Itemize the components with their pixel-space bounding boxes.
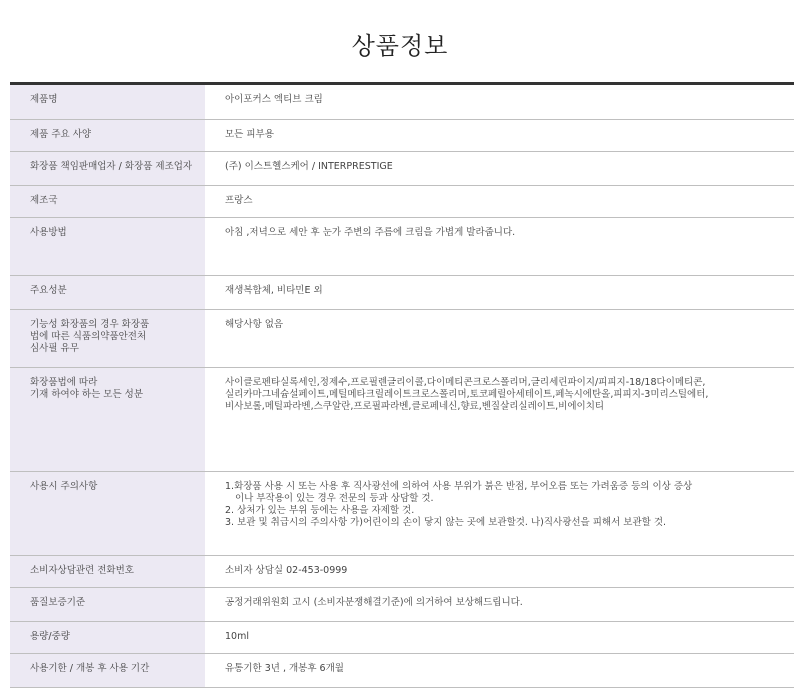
info-row-label xyxy=(10,367,205,471)
info-row xyxy=(10,151,794,185)
product-info-table xyxy=(10,85,794,688)
info-row-value xyxy=(205,587,794,621)
info-row-value xyxy=(205,309,794,367)
page-title: 상품정보 xyxy=(351,32,449,60)
info-row-value xyxy=(205,653,794,687)
value-line: (주) 이스트헬스케어 / INTERPRESTIGE xyxy=(225,160,393,172)
label-line: 품질보증기준 xyxy=(30,596,86,608)
product-info-table-wrapper xyxy=(10,82,794,688)
value-line: 공정거래위원회 고시 (소비자분쟁해결기준)에 의거하여 보상해드립니다. xyxy=(225,596,523,608)
info-row xyxy=(10,367,794,471)
info-row-value xyxy=(205,275,794,309)
value-line: 1.화장품 사용 시 또는 사용 후 직사광선에 의하여 사용 부위가 붉은 반점, 부어오름 또는 가려움증 등의 이상 증상 xyxy=(225,480,693,492)
info-row-label xyxy=(10,151,205,185)
value-line: 재생복합체, 비타민E 외 xyxy=(225,284,323,296)
label-line: 사용시 주의사항 xyxy=(30,480,98,492)
label-line: 기능성 화장품의 경우 화장품 xyxy=(30,318,150,330)
info-row xyxy=(10,185,794,217)
info-row-label xyxy=(10,275,205,309)
label-line: 심사필 유무 xyxy=(30,342,79,354)
label-line: 제조국 xyxy=(30,194,58,206)
value-line: 이나 부작용이 있는 경우 전문의 등과 상담할 것. xyxy=(235,492,434,504)
info-row-label xyxy=(10,85,205,119)
info-row-value xyxy=(205,119,794,151)
info-row-value xyxy=(205,217,794,275)
info-row xyxy=(10,653,794,687)
value-line: 유통기한 3년 , 개봉후 6개월 xyxy=(225,662,344,674)
label-line: 기재 하여야 하는 모든 성분 xyxy=(30,388,144,400)
info-row-value xyxy=(205,367,794,471)
info-row-label xyxy=(10,587,205,621)
info-row-label xyxy=(10,217,205,275)
value-line: 해당사항 없음 xyxy=(225,318,284,330)
label-line: 화장품법에 따라 xyxy=(30,376,98,388)
value-line: 3. 보관 및 취급시의 주의사항 가)어린이의 손이 닿지 않는 곳에 보관할것. 나)직사광선을 피해서 보관할 것. xyxy=(225,516,667,528)
info-row-value xyxy=(205,555,794,587)
value-line: 소비자 상담실 02-453-0999 xyxy=(225,564,348,576)
value-line: 비사보롤,메틸파라벤,스쿠알란,프로필파라벤,클로페네신,향료,벤질살리실레이트,비에이치티 xyxy=(225,400,605,412)
value-line: 모든 피부용 xyxy=(225,128,274,140)
label-line: 제품 주요 사양 xyxy=(30,128,92,140)
info-row-label xyxy=(10,653,205,687)
label-line: 법에 따른 식품의약품안전처 xyxy=(30,330,147,342)
product-info-rows xyxy=(10,85,794,687)
label-line: 제품명 xyxy=(30,94,58,105)
label-line: 주요성분 xyxy=(30,284,67,296)
label-line: 화장품 책임판매업자 / 화장품 제조업자 xyxy=(30,160,193,172)
info-row xyxy=(10,587,794,621)
label-line: 용량/중량 xyxy=(30,630,70,642)
info-row-label xyxy=(10,309,205,367)
info-row-value xyxy=(205,621,794,653)
value-line: 2. 상처가 있는 부위 등에는 사용을 자제할 것. xyxy=(225,504,415,516)
value-line: 사이클로펜타실록세인,정제수,프로필렌글리이콜,다이메티콘크로스폴리머,글리세린파이지/피피지-18/18다이메티콘, xyxy=(225,376,706,388)
info-row xyxy=(10,555,794,587)
info-row xyxy=(10,217,794,275)
info-row xyxy=(10,85,794,119)
value-line: 프랑스 xyxy=(225,194,253,206)
value-line: 아이포커스 엑티브 크림 xyxy=(225,94,323,105)
info-row-label xyxy=(10,621,205,653)
info-row-label xyxy=(10,185,205,217)
info-row xyxy=(10,309,794,367)
info-row-value xyxy=(205,471,794,555)
label-line: 사용기한 / 개봉 후 사용 기간 xyxy=(30,662,150,674)
info-row-label xyxy=(10,471,205,555)
info-row xyxy=(10,471,794,555)
label-line: 소비자상담관련 전화번호 xyxy=(30,564,134,576)
value-line: 아침 ,저녁으로 세안 후 눈가 주변의 주름에 크림을 가볍게 발라줍니다. xyxy=(225,226,516,238)
info-row xyxy=(10,119,794,151)
label-line: 사용방법 xyxy=(30,226,67,238)
value-line: 실리카마그네슘설페이트,메틸메타크릴레이트크로스폴리머,토코페릴아세테이트,페녹시에탄올,피피지-3미리스틸에터, xyxy=(225,388,709,400)
info-row-value xyxy=(205,151,794,185)
info-row-label xyxy=(10,119,205,151)
info-row-label xyxy=(10,555,205,587)
info-row xyxy=(10,621,794,653)
info-row xyxy=(10,275,794,309)
info-row-value xyxy=(205,185,794,217)
value-line: 10ml xyxy=(225,630,249,642)
info-row-value xyxy=(205,85,794,119)
